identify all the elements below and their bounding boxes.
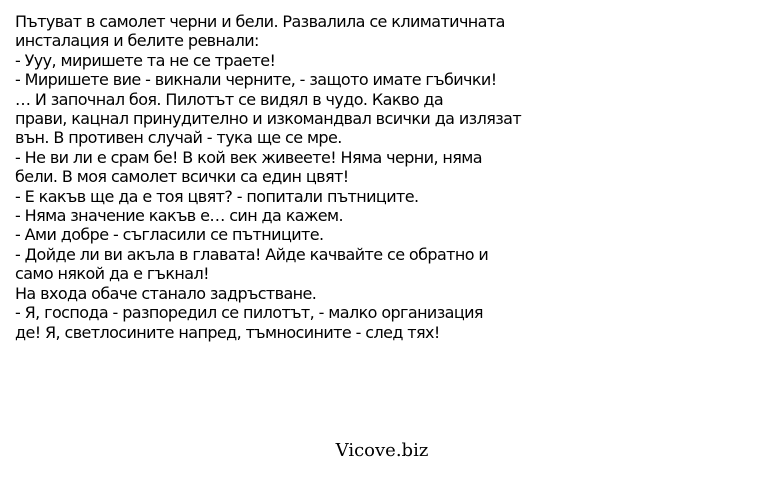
joke-line: инсталация и белите ревнали: (15, 31, 259, 51)
joke-line: само някой да е гъкнал! (15, 264, 209, 284)
site-watermark: Vicove.biz (335, 440, 429, 461)
joke-line: … И започнал боя. Пилотът се видял в чудо. Какво да (15, 89, 444, 109)
joke-line: - Няма значение какъв е… син да кажем. (15, 206, 343, 226)
joke-line: вън. В противен случай - тука ще се мре. (15, 128, 342, 148)
joke-line: На входа обаче станало задръстване. (15, 283, 317, 303)
joke-line: - Ами добре - съгласили се пътниците. (15, 225, 324, 245)
joke-line: прави, кацнал принудително и изкомандвал всички да излязат (15, 109, 522, 129)
joke-line: - Дойде ли ви акъла в главата! Айде качвайте се обратно и (15, 244, 489, 264)
joke-line: - Ууу, миришете та не се траете! (15, 50, 276, 70)
joke-line: бели. В моя самолет всички са един цвят! (15, 167, 349, 187)
joke-line: - Не ви ли е срам бе! В кой век живеете! Няма черни, няма (15, 147, 482, 167)
joke-line: де! Я, светлосините напред, тъмносините - след тях! (15, 322, 440, 342)
joke-text (15, 12, 755, 342)
joke-line: Пътуват в самолет черни и бели. Развалила се климатичната (15, 12, 505, 31)
joke-line: - Е какъв ще да е тоя цвят? - попитали пътниците. (15, 186, 419, 206)
joke-line: - Я, господа - разпоредил се пилотът, - малко организация (15, 303, 483, 323)
joke-line: - Миришете вие - викнали черните, - защото имате гъбички! (15, 70, 497, 90)
